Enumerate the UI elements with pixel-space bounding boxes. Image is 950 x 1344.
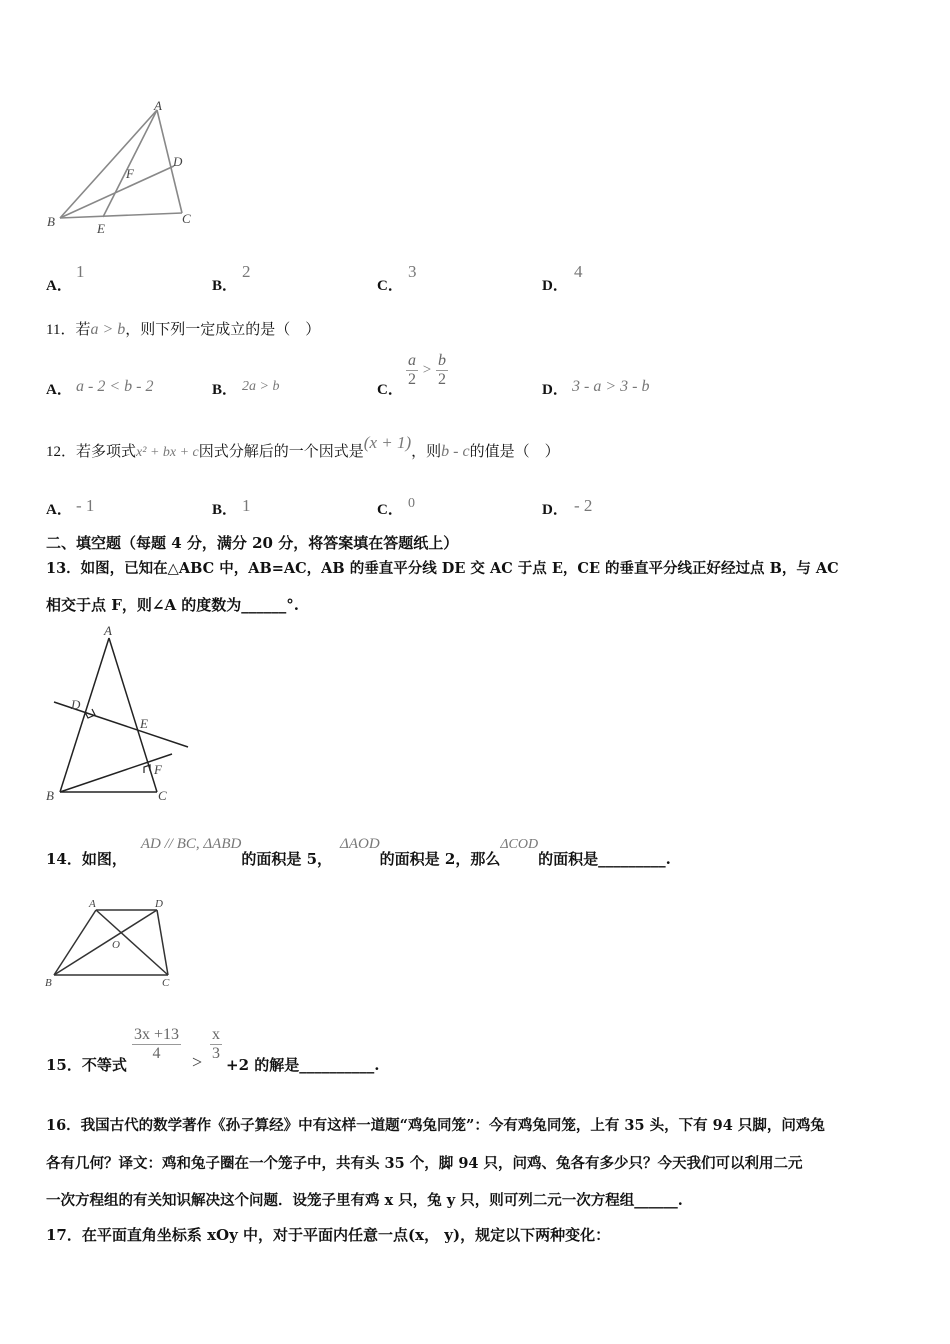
q11-option-a[interactable]: A． xyxy=(46,382,72,398)
q14-stem: 14．如图，AD // BC, ΔABD的面积是 5，ΔAOD的面积是 2，那么ΔCOD的面积是_________. xyxy=(46,836,671,868)
q11-option-d[interactable]: D． xyxy=(542,382,568,398)
q13-line-1: 13．如图，已知在△ABC 中，AB=AC，AB 的垂直平分线 DE 交 AC 于点 E，CE 的垂直平分线正好经过点 B，与 AC xyxy=(46,560,839,577)
q10-option-d-value: 4 xyxy=(574,262,583,281)
q10-option-d[interactable]: D． xyxy=(542,278,568,294)
label-C: C xyxy=(158,788,167,803)
label-B: B xyxy=(46,788,54,803)
q17-line-1: 17．在平面直角坐标系 xOy 中，对于平面内任意一点(x， y)，规定以下两种变化： xyxy=(46,1226,611,1244)
q12-option-c-value: 0 xyxy=(408,496,415,511)
q11-option-d-value: 3 - a > 3 - b xyxy=(572,378,650,395)
q13-line-2: 相交于点 F，则∠A 的度数为______°. xyxy=(46,596,300,614)
label-D: D xyxy=(155,898,163,910)
q12-option-a[interactable]: A． xyxy=(46,502,72,518)
label-D: D xyxy=(173,154,183,169)
q12-option-b-value: 1 xyxy=(242,496,251,515)
q10-option-c-value: 3 xyxy=(408,262,417,281)
q10-option-c[interactable]: C． xyxy=(377,278,403,294)
q11-options xyxy=(46,352,906,402)
q11-option-b[interactable]: B． xyxy=(212,382,238,398)
q10-options xyxy=(46,262,906,294)
trapezoid-figure-q14 xyxy=(40,893,190,993)
label-C: C xyxy=(182,211,191,226)
q16-line-1: 16．我国古代的数学著作《孙子算经》中有这样一道题“鸡兔同笼”：今有鸡兔同笼，上有 35 头，下有 94 只脚，问鸡兔 xyxy=(46,1117,825,1134)
q10-option-b[interactable]: B． xyxy=(212,278,238,294)
label-D: D xyxy=(71,697,81,712)
triangle-figure-q13 xyxy=(40,620,200,805)
q12-stem: 12．若多项式x² + bx + c因式分解后的一个因式是(x + 1)，则b - c的值是（ ） xyxy=(46,433,560,460)
q11-option-a-value: a - 2 < b - 2 xyxy=(76,378,154,395)
label-F: F xyxy=(126,166,134,181)
fraction-b-over-2: $\frac{b}{2}$ xyxy=(438,352,447,388)
label-A: A xyxy=(104,623,112,638)
q10-option-a[interactable]: A． xyxy=(46,278,72,294)
label-B: B xyxy=(47,214,55,229)
label-F: F xyxy=(154,762,162,777)
q10-option-a-value: 1 xyxy=(76,262,85,281)
label-E: E xyxy=(97,221,105,236)
triangle-figure-q10 xyxy=(40,98,210,238)
fraction-x-over-3: $\frac{x}{3}$ xyxy=(212,1026,220,1062)
label-B: B xyxy=(45,977,52,989)
q16-line-3: 一次方程组的有关知识解决这个问题．设笼子里有鸡 x 只，兔 y 只，则可列二元一次方程组______. xyxy=(46,1192,683,1209)
label-A: A xyxy=(154,98,162,113)
label-O: O xyxy=(112,939,120,951)
section-2-title: 二、填空题（每题 4 分，满分 20 分，将答案填在答题纸上） xyxy=(46,534,459,552)
label-C: C xyxy=(162,977,170,989)
label-E: E xyxy=(140,716,148,731)
fraction-a-over-2: $\frac{a}{2}$ xyxy=(408,352,416,388)
q12-option-d[interactable]: D． xyxy=(542,502,568,518)
q11-option-c[interactable]: C． xyxy=(377,382,403,398)
q12-option-d-value: - 2 xyxy=(574,496,593,515)
label-A: A xyxy=(89,898,96,910)
q12-option-b[interactable]: B． xyxy=(212,502,238,518)
fraction-3x-plus-13-over-4: $\frac{3x +13}{4}$ xyxy=(134,1026,180,1062)
q16-line-2: 各有几何？译文：鸡和兔子圈在一个笼子中，共有头 35 个，脚 94 只，问鸡、兔各有多少只？今天我们可以利用二元 xyxy=(46,1155,803,1172)
q12-options xyxy=(46,496,906,520)
q11-stem: 11．若a > b，则下列一定成立的是（ ） xyxy=(46,320,321,338)
q11-option-b-value: 2a > b xyxy=(242,379,280,394)
q10-option-b-value: 2 xyxy=(242,262,251,281)
q12-option-a-value: - 1 xyxy=(76,496,95,515)
q12-option-c[interactable]: C． xyxy=(377,502,403,518)
q11-option-c-value: $\frac{a}{2}$ > $\frac{b}{2}$ xyxy=(408,352,447,388)
